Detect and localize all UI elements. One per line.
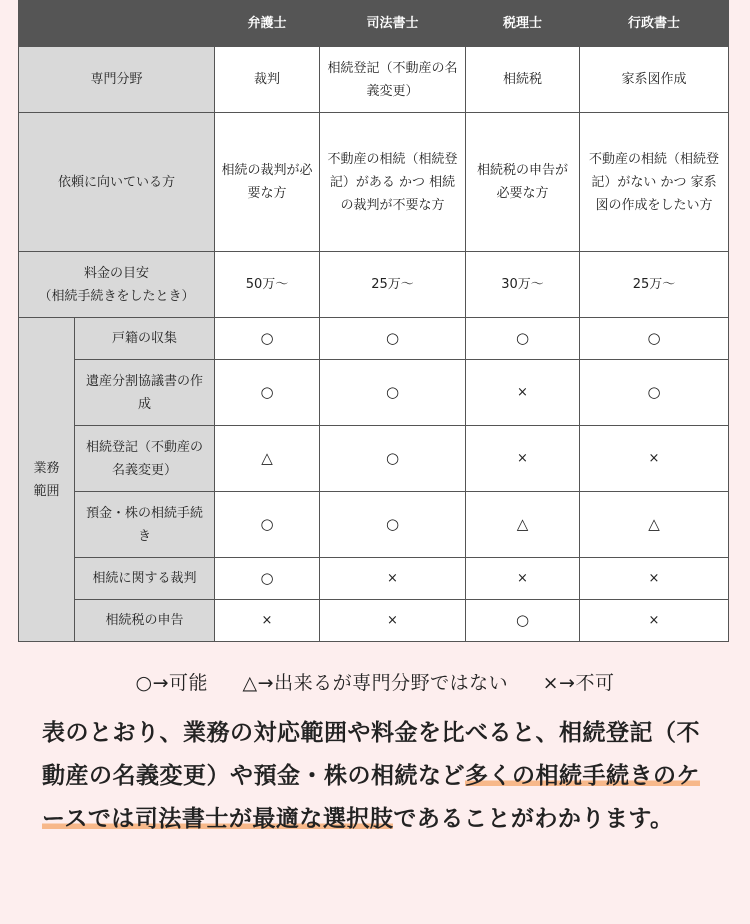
summary-paragraph <box>42 712 718 841</box>
table-cell: ○ <box>580 318 729 360</box>
table-cell: × <box>320 600 466 642</box>
table-cell: 家系図作成 <box>580 47 729 113</box>
column-header: 行政書士 <box>580 1 729 47</box>
table-cell: △ <box>215 426 320 492</box>
scope-label-line2: 範囲 <box>33 483 60 499</box>
scope-label-line1: 業務 <box>33 460 60 476</box>
table-cell: ○ <box>580 360 729 426</box>
scope-item-label: 相続登記（不動産の名義変更） <box>75 426 215 492</box>
scope-row <box>19 558 729 600</box>
table-cell: △ <box>580 492 729 558</box>
comparison-table <box>18 0 729 642</box>
table-cell: 裁判 <box>215 47 320 113</box>
table-cell: ○ <box>320 318 466 360</box>
table-cell: △ <box>466 492 580 558</box>
header-row <box>19 1 729 47</box>
table-cell: 相続税 <box>466 47 580 113</box>
table-cell: ○ <box>215 492 320 558</box>
specialty-row <box>19 47 729 113</box>
suited-for-row <box>19 113 729 252</box>
table-cell: 不動産の相続（相続登記）がある かつ 相続の裁判が不要な方 <box>320 113 466 252</box>
table-cell: × <box>580 600 729 642</box>
table-cell: 25万〜 <box>580 252 729 318</box>
table-cell: ○ <box>215 318 320 360</box>
scope-group-header <box>19 318 75 642</box>
scope-row <box>19 426 729 492</box>
table-cell: ○ <box>215 558 320 600</box>
scope-row <box>19 360 729 426</box>
column-header: 司法書士 <box>320 1 466 47</box>
comparison-table-wrapper <box>18 0 728 642</box>
table-cell: × <box>466 426 580 492</box>
column-header: 弁護士 <box>215 1 320 47</box>
table-cell: 25万〜 <box>320 252 466 318</box>
legend-possible: ○→可能 <box>135 672 208 694</box>
table-cell: 不動産の相続（相続登記）がない かつ 家系図の作成をしたい方 <box>580 113 729 252</box>
row-header: 専門分野 <box>19 47 215 113</box>
table-cell: ○ <box>466 600 580 642</box>
symbol-legend <box>0 668 750 695</box>
scope-item-label: 預金・株の相続手続き <box>75 492 215 558</box>
legend-partial: △→出来るが専門分野ではない <box>242 672 509 694</box>
fee-label-line1: 料金の目安 <box>83 265 149 281</box>
table-cell: × <box>215 600 320 642</box>
scope-row <box>19 600 729 642</box>
scope-item-label: 遺産分割協議書の作成 <box>75 360 215 426</box>
legend-impossible: ×→不可 <box>542 672 615 694</box>
table-cell: × <box>320 558 466 600</box>
table-cell: 50万〜 <box>215 252 320 318</box>
table-cell: ○ <box>320 360 466 426</box>
fee-label-line2: （相続手続きをしたとき） <box>38 288 195 304</box>
table-cell: × <box>580 558 729 600</box>
table-cell: × <box>466 360 580 426</box>
table-cell: 相続税の申告が必要な方 <box>466 113 580 252</box>
table-cell: ○ <box>320 492 466 558</box>
summary-highlight: 多くの相続手続きのケースでは司法書士が最適な選択肢 <box>42 763 700 832</box>
table-cell: 相続登記（不動産の名義変更） <box>320 47 466 113</box>
table-cell: ○ <box>320 426 466 492</box>
scope-item-label: 相続税の申告 <box>75 600 215 642</box>
fee-row <box>19 252 729 318</box>
table-cell: × <box>466 558 580 600</box>
summary-text-part1: 表のとおり、業務の対応範囲や料金を比べると、相続登記（不動産の名義変更）や預金・株の相続など <box>42 720 700 789</box>
table-cell: ○ <box>466 318 580 360</box>
summary-text-part2: であることがわかります。 <box>393 806 674 832</box>
table-cell: 30万〜 <box>466 252 580 318</box>
table-cell: × <box>580 426 729 492</box>
row-header <box>19 252 215 318</box>
header-corner <box>19 1 215 47</box>
table-cell: 相続の裁判が必要な方 <box>215 113 320 252</box>
scope-item-label: 相続に関する裁判 <box>75 558 215 600</box>
row-header: 依頼に向いている方 <box>19 113 215 252</box>
scope-row <box>19 318 729 360</box>
scope-item-label: 戸籍の収集 <box>75 318 215 360</box>
column-header: 税理士 <box>466 1 580 47</box>
table-cell: ○ <box>215 360 320 426</box>
scope-row <box>19 492 729 558</box>
